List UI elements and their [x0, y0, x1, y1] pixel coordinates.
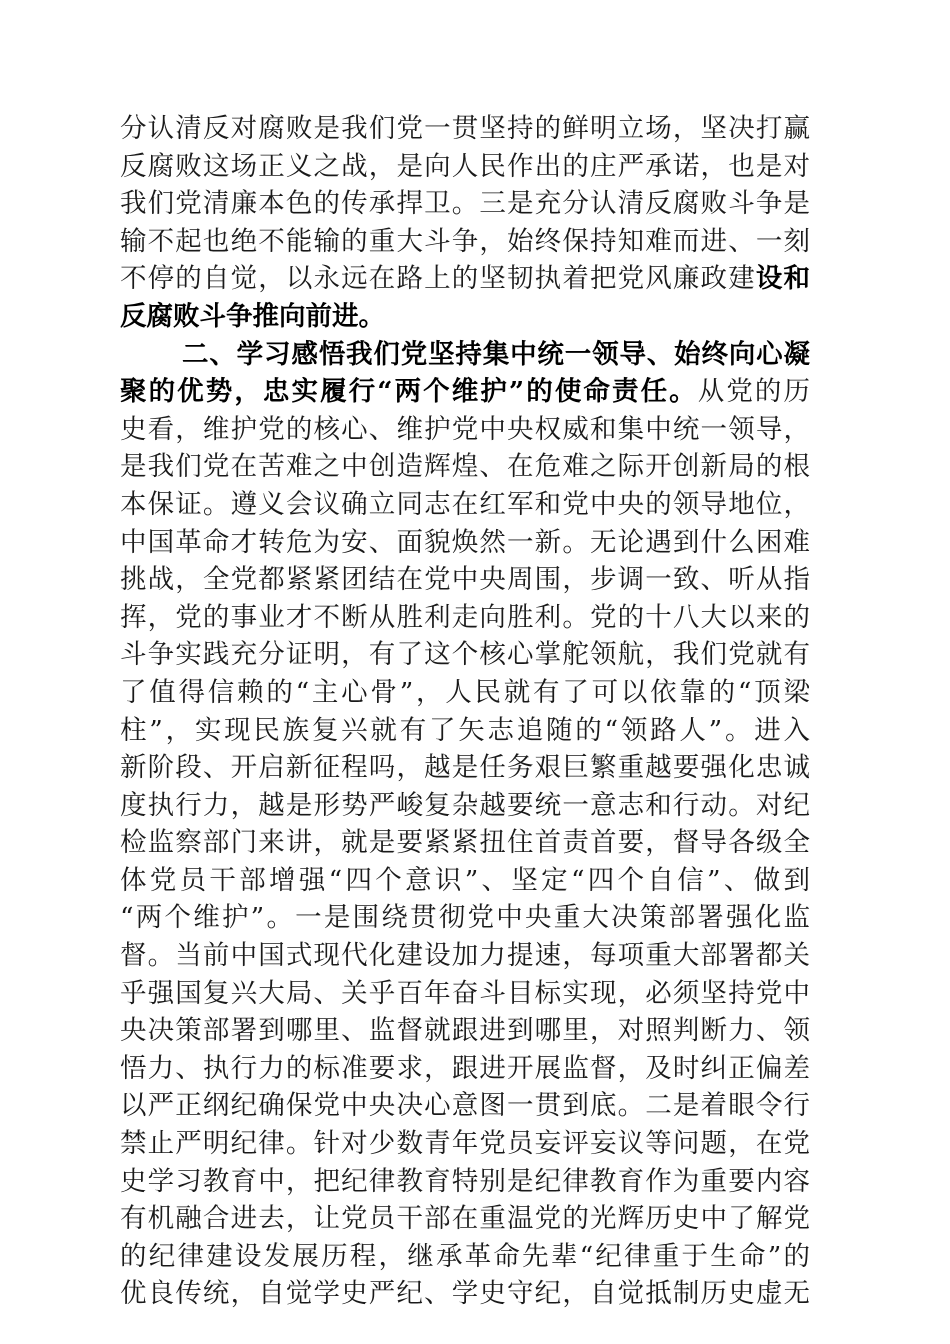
text-run: 是我们党在苦难之中创造辉煌、在危难之际开创新局的根: [120, 451, 810, 483]
text-run: 从党的历: [697, 376, 810, 408]
text-line: [120, 787, 810, 825]
text-run: 新阶段、开启新征程吗，越是任务艰巨繁重越要强化忠诚: [120, 752, 810, 784]
text-line: [120, 1200, 810, 1238]
text-line: [120, 298, 810, 336]
text-run: 有机融合进去，让党员干部在重温党的光辉历史中了解党: [120, 1203, 810, 1235]
text-line: [120, 899, 810, 937]
text-line: [120, 223, 810, 261]
text-run: 史看，维护党的核心、维护党中央权威和集中统一领导，: [120, 413, 810, 445]
section-heading-cont: 聚的优势，忠实履行“两个维护”的使命责任。: [120, 376, 698, 408]
text-run: 体党员干部增强“四个意识”、坚定“四个自信”、做到: [120, 864, 810, 896]
text-line: [120, 260, 810, 298]
text-run: 挑战，全党都紧紧团结在党中央周围，步调一致、听从指: [120, 564, 810, 596]
text-line: [120, 1087, 810, 1125]
text-run: 禁止严明纪律。针对少数青年党员妄评妄议等问题，在党: [120, 1128, 810, 1160]
text-run: 优良传统，自觉学史严纪、学史守纪，自觉抵制历史虚无: [120, 1278, 810, 1310]
text-line: [120, 975, 810, 1013]
text-line: [120, 862, 810, 900]
text-line: [120, 937, 810, 975]
text-run: 反腐败这场正义之战，是向人民作出的庄严承诺，也是对: [120, 150, 810, 182]
text-run: 史学习教育中，把纪律教育特别是纪律教育作为重要内容: [120, 1165, 810, 1197]
text-run: 央决策部署到哪里、监督就跟进到哪里，对照判断力、领: [120, 1015, 810, 1047]
text-line: [120, 524, 810, 562]
text-run-bold: 反腐败斗争推向前进。: [120, 300, 385, 332]
text-run: 柱”，实现民族复兴就有了矢志追随的“领路人”。进入: [120, 714, 810, 746]
text-run: 本保证。遵义会议确立同志在红军和党中央的领导地位，: [120, 488, 810, 520]
text-line: [120, 411, 810, 449]
text-run: 的纪律建设发展历程，继承革命先辈“纪律重于生命”的: [120, 1240, 810, 1272]
text-run: 分认清反对腐败是我们党一贯坚持的鲜明立场，坚决打赢: [120, 113, 810, 144]
text-run: 以严正纲纪确保党中央决心意图一贯到底。二是着眼令行: [120, 1090, 810, 1122]
text-run-bold: 设和: [755, 263, 810, 295]
text-line: [120, 486, 810, 524]
text-run: 不停的自觉，以永远在路上的坚韧执着把党风廉政建: [120, 263, 756, 295]
text-run: 我们党清廉本色的传承捍卫。三是充分认清反腐败斗争是: [120, 188, 810, 220]
text-line: [120, 712, 810, 750]
document-body: [120, 110, 810, 1313]
text-line: [120, 148, 810, 186]
section-heading: 二、学习感悟我们党坚持集中统一领导、始终向心凝: [182, 338, 810, 370]
text-run: 乎强国复兴大局、关乎百年奋斗目标实现，必须坚持党中: [120, 977, 810, 1009]
text-line: [120, 824, 810, 862]
text-line: [120, 1238, 810, 1276]
text-run: 检监察部门来讲，就是要紧紧扭住首责首要，督导各级全: [120, 827, 810, 859]
text-run: 中国革命才转危为安、面貌焕然一新。无论遇到什么困难: [120, 526, 810, 558]
text-run: 督。当前中国式现代化建设加力提速，每项重大部署都关: [120, 940, 810, 972]
text-run: 悟力、执行力的标准要求，跟进开展监督，及时纠正偏差: [120, 1052, 810, 1084]
section-heading-line: [120, 336, 810, 374]
text-line: [120, 1163, 810, 1201]
text-line: [120, 1275, 810, 1313]
text-line: [120, 448, 810, 486]
text-line: [120, 185, 810, 223]
text-line: [120, 110, 810, 148]
text-line: [120, 561, 810, 599]
text-run: 挥，党的事业才不断从胜利走向胜利。党的十八大以来的: [120, 601, 810, 633]
text-line: [120, 674, 810, 712]
text-line: [120, 373, 810, 411]
text-line: [120, 1125, 810, 1163]
text-line: [120, 1012, 810, 1050]
text-run: “两个维护”。一是围绕贯彻党中央重大决策部署强化监: [120, 902, 810, 934]
text-run: 了值得信赖的“主心骨”，人民就有了可以依靠的“顶梁: [120, 676, 810, 708]
text-line: [120, 749, 810, 787]
text-run: 度执行力，越是形势严峻复杂越要统一意志和行动。对纪: [120, 789, 810, 821]
text-line: [120, 599, 810, 637]
text-line: [120, 636, 810, 674]
text-run: 输不起也绝不能输的重大斗争，始终保持知难而进、一刻: [120, 225, 810, 257]
text-run: 斗争实践充分证明，有了这个核心掌舵领航，我们党就有: [120, 639, 810, 671]
text-line: [120, 1050, 810, 1088]
